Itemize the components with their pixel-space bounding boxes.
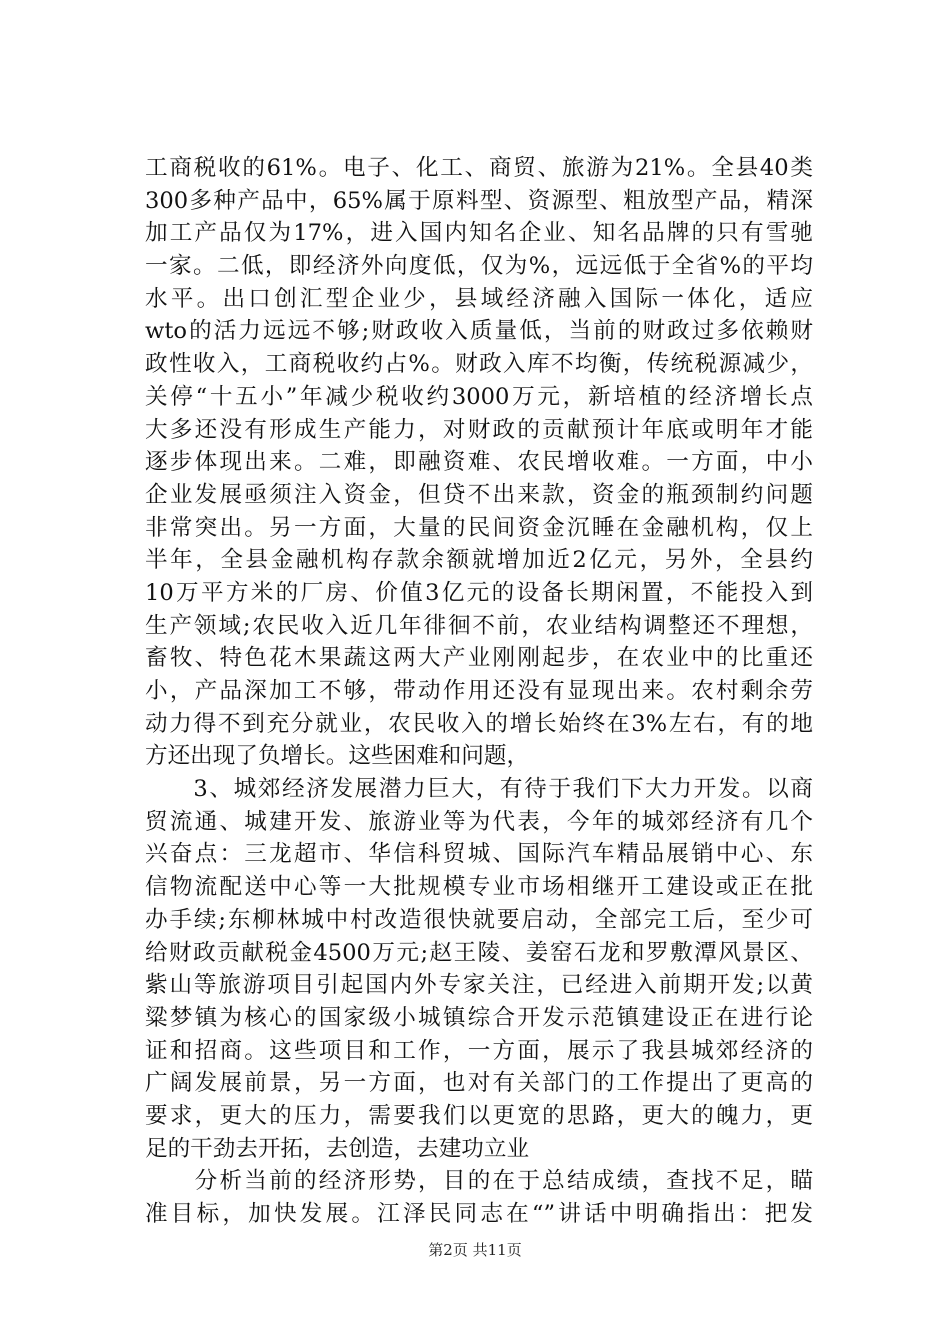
text-line: 300多种产品中，65%属于原料型、资源型、粗放型产品，精深 bbox=[145, 187, 813, 214]
document-body bbox=[145, 152, 813, 1231]
text-line: 政性收入，工商税收约占%。财政入库不均衡，传统税源减少， bbox=[145, 351, 813, 378]
text-line: 贸流通、城建开发、旅游业等为代表，今年的城郊经济有几个 bbox=[145, 808, 813, 835]
text-line: 一家。二低，即经济外向度低，仅为%，远远低于全省%的平均 bbox=[145, 253, 813, 280]
text-line: 逐步体现出来。二难，即融资难、农民增收难。一方面，中小 bbox=[145, 449, 813, 476]
text-line: 关停“十五小”年减少税收约3000万元，新培植的经济增长点 bbox=[145, 383, 813, 410]
text-line: 分析当前的经济形势，目的在于总结成绩，查找不足，瞄 bbox=[145, 1168, 813, 1195]
text-line: 生产领域;农民收入近几年徘徊不前，农业结构调整还不理想， bbox=[145, 612, 813, 639]
page-number-footer: 第2页 共11页 bbox=[428, 1241, 522, 1259]
text-line: 准目标，加快发展。江泽民同志在“”讲话中明确指出：把发 bbox=[145, 1201, 813, 1227]
text-line: 广阔发展前景，另一方面，也对有关部门的工作提出了更高的 bbox=[145, 1070, 813, 1097]
text-line: 兴奋点：三龙超市、华信科贸城、国际汽车精品展销中心、东 bbox=[145, 841, 813, 868]
text-line: 10万平方米的厂房、价值3亿元的设备长期闲置，不能投入到 bbox=[145, 579, 813, 606]
text-line: 办手续;东柳林城中村改造很快就要启动，全部完工后，至少可 bbox=[145, 906, 813, 933]
text-line: 企业发展亟须注入资金，但贷不出来款，资金的瓶颈制约问题 bbox=[145, 481, 813, 508]
text-line: 非常突出。另一方面，大量的民间资金沉睡在金融机构，仅上 bbox=[145, 514, 813, 541]
text-line: 加工产品仅为17%，进入国内知名企业、知名品牌的只有雪驰 bbox=[145, 220, 813, 247]
text-line: 给财政贡献税金4500万元;赵王陵、姜窑石龙和罗敷潭风景区、 bbox=[145, 939, 813, 966]
text-line: 信物流配送中心等一大批规模专业市场相继开工建设或正在批 bbox=[145, 874, 813, 901]
text-line: 粱梦镇为核心的国家级小城镇综合开发示范镇建设正在进行论 bbox=[145, 1004, 813, 1031]
text-line: 方还出现了负增长。这些困难和问题， bbox=[145, 743, 530, 770]
text-line: 要求，更大的压力，需要我们以更宽的思路，更大的魄力，更 bbox=[145, 1102, 813, 1129]
text-line: wto的活力远远不够;财政收入质量低，当前的财政过多依赖财 bbox=[145, 318, 813, 345]
text-line: 畜牧、特色花木果蔬这两大产业刚刚起步，在农业中的比重还 bbox=[145, 645, 813, 672]
text-line: 半年，全县金融机构存款余额就增加近2亿元，另外，全县约 bbox=[145, 547, 813, 574]
text-line: 紫山等旅游项目引起国内外专家关注，已经进入前期开发;以黄 bbox=[145, 972, 813, 999]
text-line: 3、城郊经济发展潜力巨大，有待于我们下大力开发。以商 bbox=[145, 776, 813, 803]
text-line: 大多还没有形成生产能力，对财政的贡献预计年底或明年才能 bbox=[145, 416, 813, 443]
text-line: 证和招商。这些项目和工作，一方面，展示了我县城郊经济的 bbox=[145, 1037, 813, 1064]
text-line: 小，产品深加工不够，带动作用还没有显现出来。农村剩余劳 bbox=[145, 678, 813, 704]
text-line: 动力得不到充分就业，农民收入的增长始终在3%左右，有的地 bbox=[145, 710, 813, 737]
text-line: 工商税收的61%。电子、化工、商贸、旅游为21%。全县40类 bbox=[145, 155, 813, 181]
text-line: 足的干劲去开拓，去创造，去建功立业 bbox=[145, 1135, 530, 1162]
text-line: 水平。出口创汇型企业少，县域经济融入国际一体化，适应 bbox=[145, 285, 813, 312]
